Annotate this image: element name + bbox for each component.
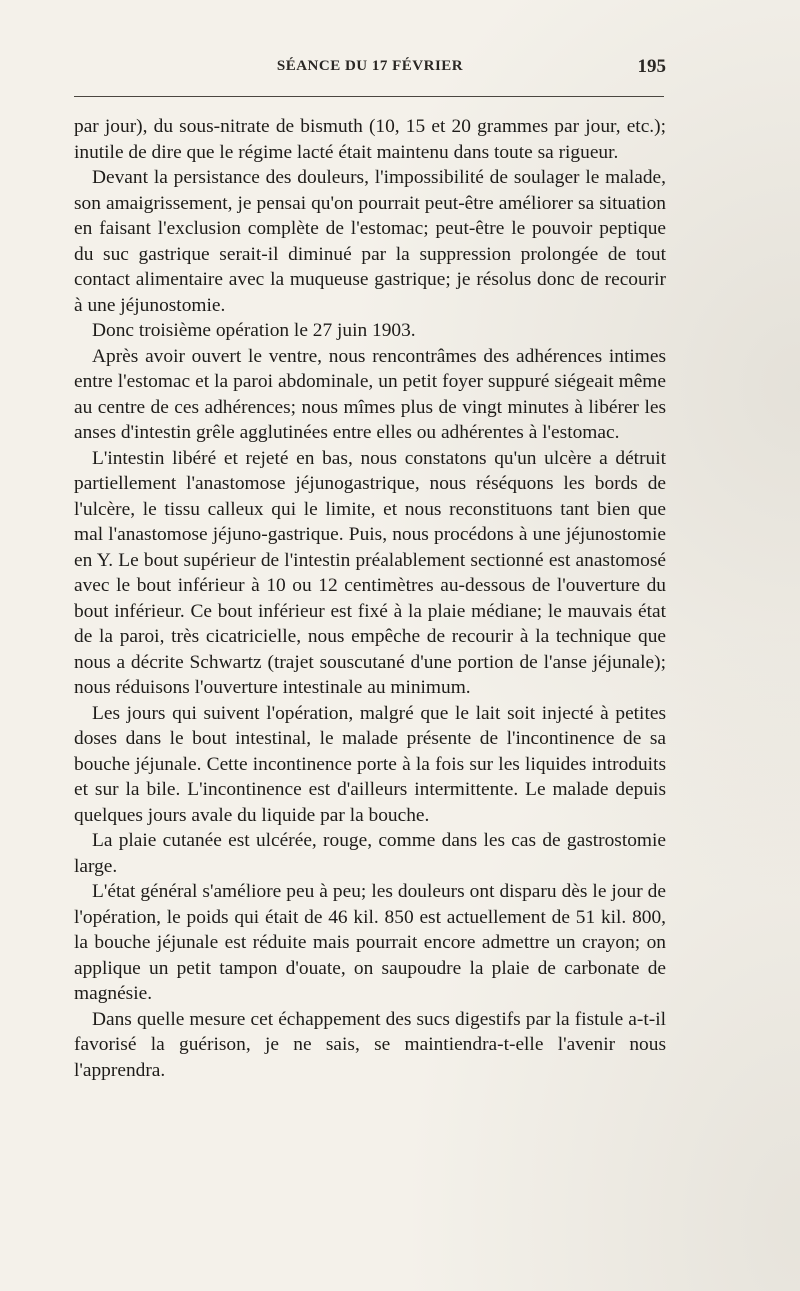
body-text (74, 114, 666, 1083)
paragraph: Après avoir ouvert le ventre, nous rencontrâmes des adhérences intimes entre l'estomac et la paroi abdominale, un petit foyer suppuré siégeait même au centre de ces adhérences; nous mîmes plus de vingt minutes à libérer les anses d'intestin grêle agglutinées entre elles ou adhérentes à l'estomac. (74, 345, 666, 443)
paragraph: Dans quelle mesure cet échappement des sucs digestifs par la fistule a-t-il favorisé la guérison, je ne sais, se maintiendra-t-elle l'avenir nous l'apprendra. (74, 1008, 666, 1081)
paragraph: par jour), du sous-nitrate de bismuth (10, 15 et 20 grammes par jour, etc.); inutile de dire que le régime lacté était maintenu dans toute sa rigueur. (74, 116, 666, 163)
paragraph: La plaie cutanée est ulcérée, rouge, comme dans les cas de gastrostomie large. (74, 830, 666, 877)
paragraph: Les jours qui suivent l'opération, malgré que le lait soit injecté à petites doses dans le bout intestinal, le malade présente de l'incontinence de sa bouche jéjunale. Cette incontinence porte à la fois sur les liquides introduits et sur la bile. L'incontinence est d'ailleurs intermittente. Le malade depuis quelques jours avale du liquide par la bouche. (74, 702, 666, 826)
page-header (74, 58, 666, 82)
running-head: SÉANCE DU 17 FÉVRIER (276, 58, 464, 74)
paragraph: Devant la persistance des douleurs, l'impossibilité de soulager le malade, son amaigrissement, je pensai qu'on pourrait peut-être améliorer sa situation en faisant l'exclusion complète de l'estomac; peut-être le pouvoir peptique du suc gastrique serait-il diminué par la suppression prolongée de tout contact alimentaire avec la muqueuse gastrique; je résolus donc de recourir à une jéjunostomie. (74, 167, 666, 316)
page-number: 195 (637, 56, 666, 77)
paragraph: L'état général s'améliore peu à peu; les douleurs ont disparu dès le jour de l'opération, le poids qui était de 46 kil. 850 est actuellement de 51 kil. 800, la bouche jéjunale est réduite mais pourrait encore admettre un crayon; on applique un petit tampon d'ouate, on saupoudre la plaie de carbonate de magnésie. (74, 881, 666, 1004)
paragraph: Donc troisième opération le 27 juin 1903. (92, 320, 416, 341)
header-rule (74, 96, 664, 97)
paragraph: L'intestin libéré et rejeté en bas, nous constatons qu'un ulcère a détruit partiellement l'anastomose jéjunogastrique, nous réséquons les bords de l'ulcère, le tissu calleux qui le limite, et nous reconstituons tant bien que mal l'anastomose jéjuno-gastrique. Puis, nous procédons à une jéjunostomie en Y. Le bout supérieur de l'intestin préalablement sectionné est anastomosé avec le bout inférieur à 10 ou 12 centimètres au-dessous de l'ouverture du bout inférieur. Ce bout inférieur est fixé à la plaie médiane; le mauvais état de la paroi, très cicatricielle, nous empêche de recourir à la technique que nous a décrite Schwartz (trajet souscutané d'une portion de l'anse jéjunale); nous réduisons l'ouverture intestinale au minimum. (74, 447, 666, 698)
